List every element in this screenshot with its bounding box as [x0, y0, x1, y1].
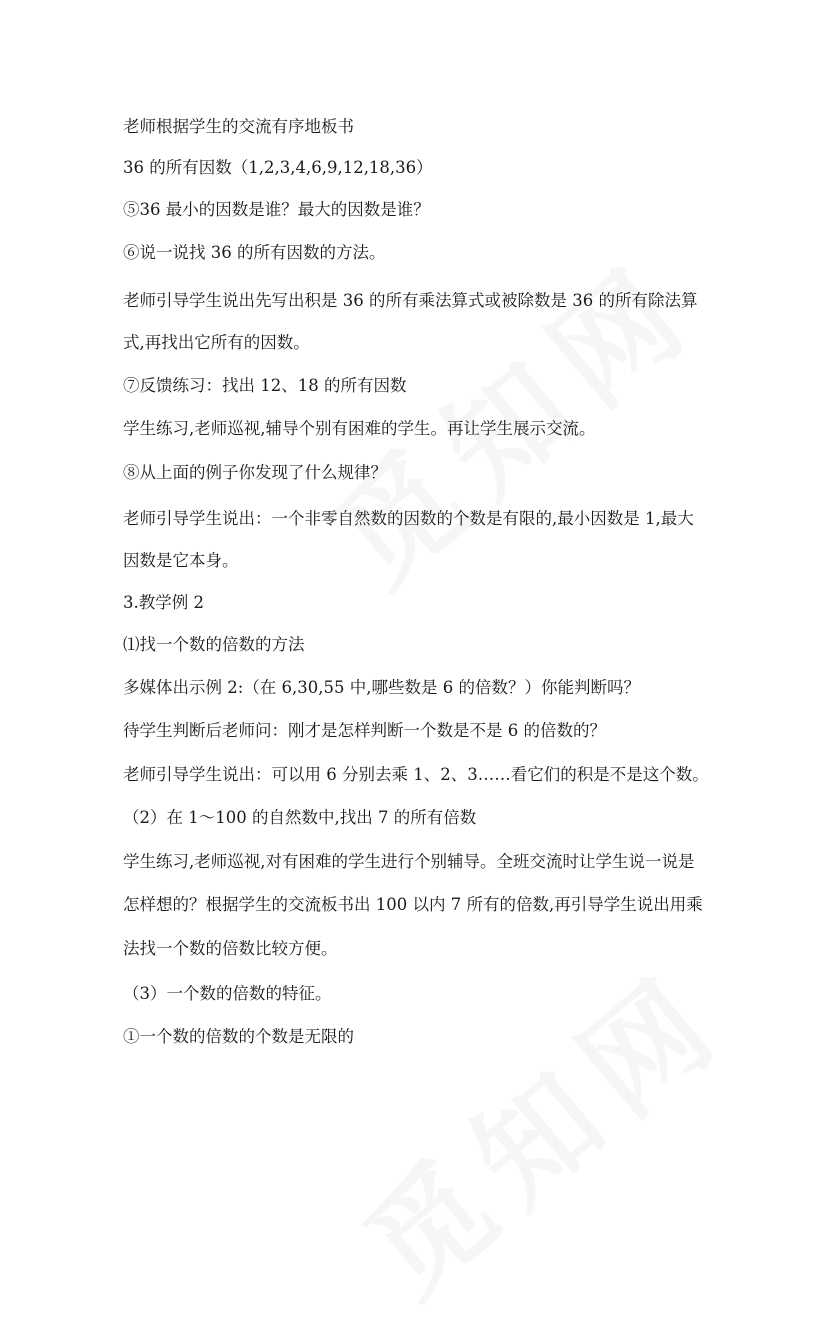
text-line: 3.教学例 2 — [123, 593, 204, 612]
text-line: 老师根据学生的交流有序地板书 — [123, 117, 354, 136]
text-line: 多媒体出示例 2:（在 6,30,55 中,哪些数是 6 的倍数？）你能判断吗？ — [123, 678, 641, 697]
text-line: 老师引导学生说出：一个非零自然数的因数的个数是有限的,最小因数是 1,最大 — [123, 509, 694, 528]
text-line: 待学生判断后老师问：刚才是怎样判断一个数是不是 6 的倍数的？ — [123, 721, 606, 740]
text-line: 法找一个数的倍数比较方便。 — [123, 939, 338, 958]
text-line: ⑥说一说找 36 的所有因数的方法。 — [123, 243, 386, 262]
text-line: 学生练习,老师巡视,辅导个别有困难的学生。再让学生展示交流。 — [123, 419, 596, 438]
text-line: 老师引导学生说出：可以用 6 分别去乘 1、2、3……看它们的积是不是这个数。 — [123, 765, 709, 784]
text-line: 老师引导学生说出先写出积是 36 的所有乘法算式或被除数是 36 的所有除法算 — [123, 291, 698, 310]
text-line: ⑧从上面的例子你发现了什么规律？ — [123, 463, 387, 482]
watermark — [294, 215, 726, 617]
text-line: ⑴找一个数的倍数的方法 — [123, 635, 305, 654]
text-line: （3）一个数的倍数的特征。 — [123, 984, 332, 1003]
watermark — [324, 925, 756, 1327]
text-line: ⑤36 最小的因数是谁？最大的因数是谁？ — [123, 200, 430, 219]
text-line: 因数是它本身。 — [123, 551, 239, 570]
text-line: 怎样想的？根据学生的交流板书出 100 以内 7 所有的倍数,再引导学生说出用乘 — [123, 895, 703, 914]
text-line: （2）在 1～100 的自然数中,找出 7 的所有倍数 — [123, 808, 477, 827]
text-line: ①一个数的倍数的个数是无限的 — [123, 1027, 354, 1046]
text-line: 36 的所有因数（1,2,3,4,6,9,12,18,36） — [123, 158, 433, 177]
text-line: 式,再找出它所有的因数。 — [123, 333, 310, 352]
text-line: 学生练习,老师巡视,对有困难的学生进行个别辅导。全班交流时让学生说一说是 — [123, 852, 695, 871]
text-line: ⑦反馈练习：找出 12、18 的所有因数 — [123, 376, 407, 395]
